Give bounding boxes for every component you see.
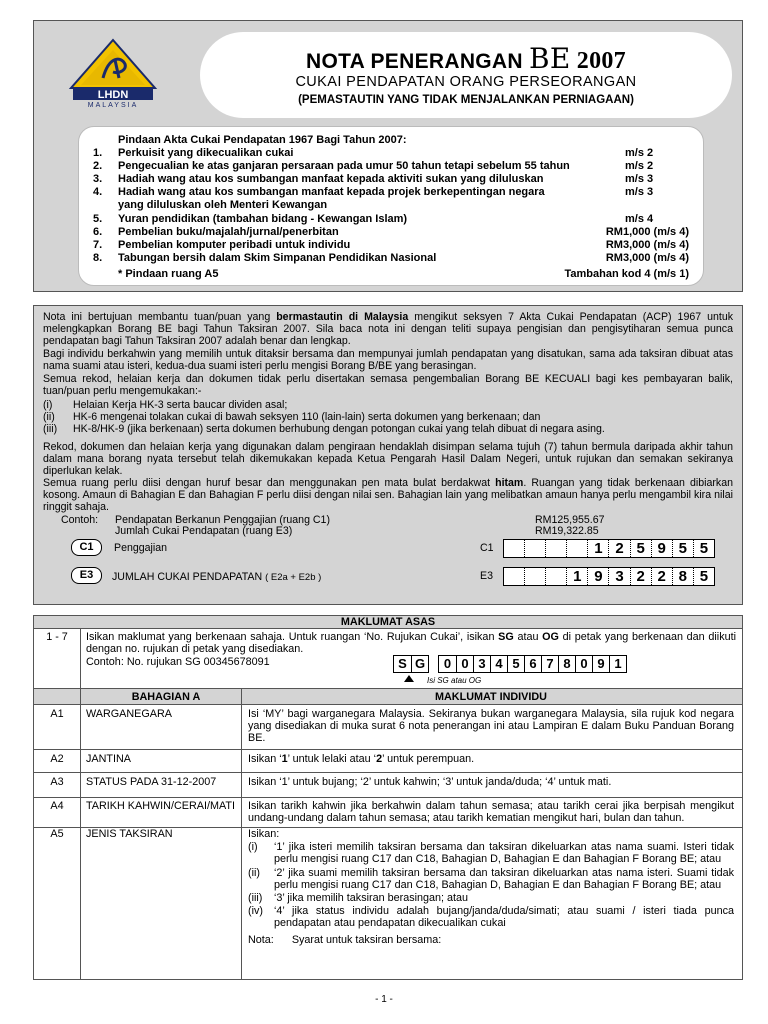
- sg-og-field: [393, 655, 429, 673]
- digit-cell: 2: [651, 568, 672, 585]
- list-item: (ii) ‘2’ jika suami memilih taksiran bersama dan taksiran dikeluarkan atas nama isteri. Suami tidak perlu mengisi ruang C17 dan C18, Bahagian D, Bahagian E dan Bahagian F Borang BE; atau: [248, 866, 734, 891]
- digit-cell: 2: [608, 540, 629, 557]
- list-item: (i) ‘1’ jika isteri memilih taksiran bersama dan taksiran dikeluarkan atas nama suami. Isteri tidak perlu mengisi ruang C17 dan C18, Bahagian D, Bahagian E dan Bahagian F Borang BE; atau: [248, 841, 734, 866]
- lhdn-logo-icon: [63, 38, 163, 108]
- digit-cell: 7: [541, 656, 558, 672]
- lhdn-logo: [63, 38, 163, 108]
- c1-ref: C1: [480, 542, 494, 554]
- digit-cell: 8: [558, 656, 575, 672]
- amendments-box: Pindaan Akta Cukai Pendapatan 1967 Bagi Tahun 2007: 1. Perkuisit yang dikecualikan cukai m/s 2 2. Pengecualian ke atas ganjaran persaraan pada umur 50 tahun tetapi sebelum 55 tahun m/s 2 3. Hadiah wang atau kos sumbangan manfaat kepada aktiviti sukan yang diluluskan m/s 3 4. Hadiah wang atau kos sumbangan manfaat kepada projek berkepentingan negara m/s 3 yang diluluskan oleh Menteri Kewangan 5. Yuran pendidikan (tambahan bidang - Kewangan Islam) m/s 4 6. Pembelian buku/majalah/jurnal/penerbitan RM1,000 (m/s 4) 7. Pembelian komputer peribadi untuk individu RM3,000 (m/s 4) 8. Tabungan bersih dalam Skim Simpanan Pendidikan Nasional RM3,000 (m/s 4) * Pindaan ruang A5 Tambahan kod 4 (m/s 1): [78, 126, 704, 286]
- table-row: A5 JENIS TAKSIRAN Isikan: (i) ‘1’ jika isteri memilih taksiran bersama dan taksiran dikeluarkan atas nama suami. Isteri tidak perlu mengisi ruang C17 dan C18, Bahagian D, Bahagian E dan Bahagian F Borang BE; atau (ii) ‘2’ jika suami memilih taksiran bersama dan taksiran dikeluarkan atas nama isteri. Suami tidak perlu mengisi ruang C17 dan C18, Bahagian D, Bahagian E dan Bahagian F Borang BE; atau (iii) ‘3’ jika memilih taksiran berasingan; atau (iv) ‘4’ jika status individu adalah bujang/janda/duda/simati; atau suami / isteri tiada punca pendapatan atau pendapatan dikecualikan cukai Nota: Syarat untuk taksiran bersama:: [50, 828, 734, 946]
- digit-cell: 3: [608, 568, 629, 585]
- digit-cell: G: [411, 656, 428, 672]
- intro-p5: Semua ruang perlu diisi dengan huruf besar dan menggunakan pen mata bulat berdakwat hitam. Ruangan yang tidak berkenaan dibiarkan kosong. Amaun di Bahagian E dan Bahagian F perlu diisi dengan nilai sen. Bahagian lain yang melibatkan amaun hanya perlu mengambil kira nilai ringgit sahaja.: [43, 477, 733, 513]
- digit-cell: [566, 540, 587, 557]
- column-divider: [80, 629, 81, 979]
- title-banner: [200, 32, 732, 118]
- list-item: (iii) ‘3’ jika memilih taksiran berasingan; atau: [248, 892, 469, 905]
- example-1-text: Pendapatan Berkanun Penggajian (ruang C1): [115, 514, 330, 526]
- subtitle-resident: (PEMASTAUTIN YANG TIDAK MENJALANKAN PERNIAGAAN): [298, 94, 634, 106]
- basic-info-table: [33, 615, 743, 980]
- list-item: (ii) HK-6 mengenai tolakan cukai di bawah seksyen 110 (lain-lain) serta dokumen yang berkenaan; dan: [43, 411, 541, 423]
- digit-cell: 5: [693, 568, 714, 585]
- column-divider: [241, 689, 242, 979]
- digit-cell: [504, 568, 524, 585]
- header-maklumat-individu: MAKLUMAT INDIVIDU: [435, 691, 547, 703]
- example-1-value: RM125,955.67: [535, 514, 605, 526]
- c1-code-box: C1: [71, 539, 102, 556]
- amendments-heading: Pindaan Akta Cukai Pendapatan 1967 Bagi Tahun 2007:: [118, 134, 407, 146]
- example-label: Contoh:: [61, 514, 99, 526]
- e3-ref: E3: [480, 570, 493, 582]
- list-item: (iii) HK-8/HK-9 (jika berkenaan) serta dokumen berhubung dengan potongan cukai yang telah dibuat di negara asing.: [43, 423, 605, 435]
- arrow-up-icon: [404, 675, 414, 682]
- digit-cell: 8: [672, 568, 693, 585]
- reference-number-field: [438, 655, 627, 673]
- digit-cell: 5: [672, 540, 693, 557]
- header-bahagian-a: BAHAGIAN A: [131, 691, 201, 703]
- intro-p3: Semua rekod, helaian kerja dan dokumen tidak perlu disertakan semasa pengembalian Borang BE KECUALI bagi kes pembayaran balik, tuan/puan perlu mengemukakan:-: [43, 373, 733, 397]
- digit-cell: 4: [490, 656, 507, 672]
- digit-cell: S: [398, 656, 407, 671]
- row-code: 1 - 7: [46, 631, 68, 643]
- digit-cell: 1: [609, 656, 626, 672]
- title-main: NOTA PENERANGAN: [306, 50, 523, 73]
- page-number: - 1 -: [375, 994, 393, 1005]
- c1-amount-field: [503, 539, 715, 558]
- intro-p4: Rekod, dokumen dan helaian kerja yang digunakan dalam pengiraan hendaklah disimpan selama tujuh (7) tahun bermula daripada akhir tahun dalam mana borang nyata tersebut telah dikemukakan kepada Ketua Pengarah Hasil Dalam Negeri, untuk rujukan dan semakan sekiranya diperlukan kelak.: [43, 441, 733, 477]
- list-item: (i) Helaian Kerja HK-3 serta baucar dividen asal;: [43, 399, 288, 411]
- table-row: A4 TARIKH KAHWIN/CERAI/MATI Isikan tarikh kahwin jika berkahwin dalam tahun semasa; atau tarikh cerai jika berpisah mengikut undang-undang dalam tahun semasa; atau tarikh kematian mengikut hari, bulan dan tahun.: [34, 798, 742, 828]
- digit-cell: [524, 540, 545, 557]
- table-row: A2 JANTINA Isikan ‘1’ untuk lelaki atau ‘2’ untuk perempuan.: [34, 750, 742, 773]
- intro-panel: [33, 305, 743, 605]
- a5-detail: Isikan: (i) ‘1’ jika isteri memilih taksiran bersama dan taksiran dikeluarkan atas nama suami. Isteri tidak perlu mengisi ruang C17 dan C18, Bahagian D, Bahagian E dan Bahagian F Borang BE; atau (ii) ‘2’ jika suami memilih taksiran bersama dan taksiran dikeluarkan atas nama isteri. Suami tidak perlu mengisi ruang C17 dan C18, Bahagian D, Bahagian E dan Bahagian F Borang BE; atau (iii) ‘3’ jika memilih taksiran berasingan; atau (iv) ‘4’ jika status individu adalah bujang/janda/duda/simati; atau suami / isteri tiada punca pendapatan atau pendapatan dikecualikan cukai Nota: Syarat untuk taksiran bersama:: [248, 828, 734, 946]
- digit-cell: 2: [630, 568, 651, 585]
- ref-note: Isi SG atau OG: [427, 676, 482, 685]
- e3-code-box: E3: [71, 567, 102, 584]
- example-2-value: RM19,322.85: [535, 525, 599, 537]
- page-title: [200, 42, 732, 75]
- table-row: [34, 629, 742, 689]
- intro-p2: Bagi individu berkahwin yang memilih untuk ditaksir bersama dan mempunyai jumlah pendapatan yang disatukan, sama ada taksiran dibuat atas nama suami atau isteri, kedua-dua suami isteri perlu mengisi Borang B/BE yang berasingan.: [43, 348, 733, 372]
- digit-cell: 9: [592, 656, 609, 672]
- subtitle: CUKAI PENDAPATAN ORANG PERSEORANGAN: [295, 74, 637, 90]
- digit-cell: 5: [630, 540, 651, 557]
- section-title: MAKLUMAT ASAS: [34, 616, 742, 629]
- e3-amount-field: [503, 567, 715, 586]
- table-row: A1 WARGANEGARA Isi ‘MY’ bagi warganegara Malaysia. Sekiranya bukan warganegara Malaysia, sila rujuk kod negara yang disediakan di muka surat 6 nota penerangan ini atau Lampiran E dalam Buku Panduan Borang BE.: [34, 705, 742, 750]
- digit-cell: [545, 568, 566, 585]
- row0-text: Isikan maklumat yang berkenaan sahaja. Untuk ruangan ‘No. Rujukan Cukai’, isikan SG atau OG di petak yang berkenaan dan diikuti dengan no. rujukan di petak yang disediakan.: [86, 631, 736, 656]
- digit-cell: 9: [587, 568, 608, 585]
- list-item: (iv) ‘4’ jika status individu adalah bujang/janda/duda/simati; atau suami / isteri tiada punca pendapatan atau pendapatan dikecualikan cukai: [248, 905, 734, 930]
- digit-cell: 0: [443, 656, 452, 671]
- digit-cell: 6: [524, 656, 541, 672]
- digit-cell: 1: [566, 568, 587, 585]
- digit-cell: [545, 540, 566, 557]
- digit-cell: [524, 568, 545, 585]
- digit-cell: 0: [456, 656, 473, 672]
- title-form: BE: [529, 42, 571, 75]
- row0-example: Contoh: No. rujukan SG 00345678091: [86, 656, 270, 668]
- digit-cell: 0: [575, 656, 592, 672]
- digit-cell: 1: [587, 540, 608, 557]
- intro-p1: Nota ini bertujuan membantu tuan/puan yang bermastautin di Malaysia mengikut seksyen 7 Akta Cukai Pendapatan (ACP) 1967 untuk melengkapkan Borang BE bagi Tahun Taksiran 2007. Sila baca nota ini dengan teliti supaya pengisian dan pengisytiharan semua punca pendapatan bagi Tahun Taksiran 2007 adalah benar dan lengkap.: [43, 311, 734, 347]
- table-header-row: [34, 689, 742, 705]
- title-year: 2007: [576, 48, 626, 74]
- table-row: A3 STATUS PADA 31-12-2007 Isikan ‘1’ untuk bujang; ‘2’ untuk kahwin; ‘3’ untuk janda/duda; ‘4’ untuk mati.: [34, 773, 742, 798]
- digit-cell: 3: [473, 656, 490, 672]
- digit-cell: 5: [693, 540, 714, 557]
- logo-text: LHDN: [97, 89, 129, 101]
- digit-cell: 5: [507, 656, 524, 672]
- e3-label: JUMLAH CUKAI PENDAPATAN ( E2a + E2b ): [112, 571, 322, 583]
- intro-list: [43, 399, 733, 435]
- example-2-text: Jumlah Cukai Pendapatan (ruang E3): [115, 525, 293, 537]
- digit-cell: [504, 540, 524, 557]
- digit-cell: 9: [651, 540, 672, 557]
- c1-label: Penggajian: [114, 542, 168, 554]
- logo-country: MALAYSIA: [87, 102, 139, 108]
